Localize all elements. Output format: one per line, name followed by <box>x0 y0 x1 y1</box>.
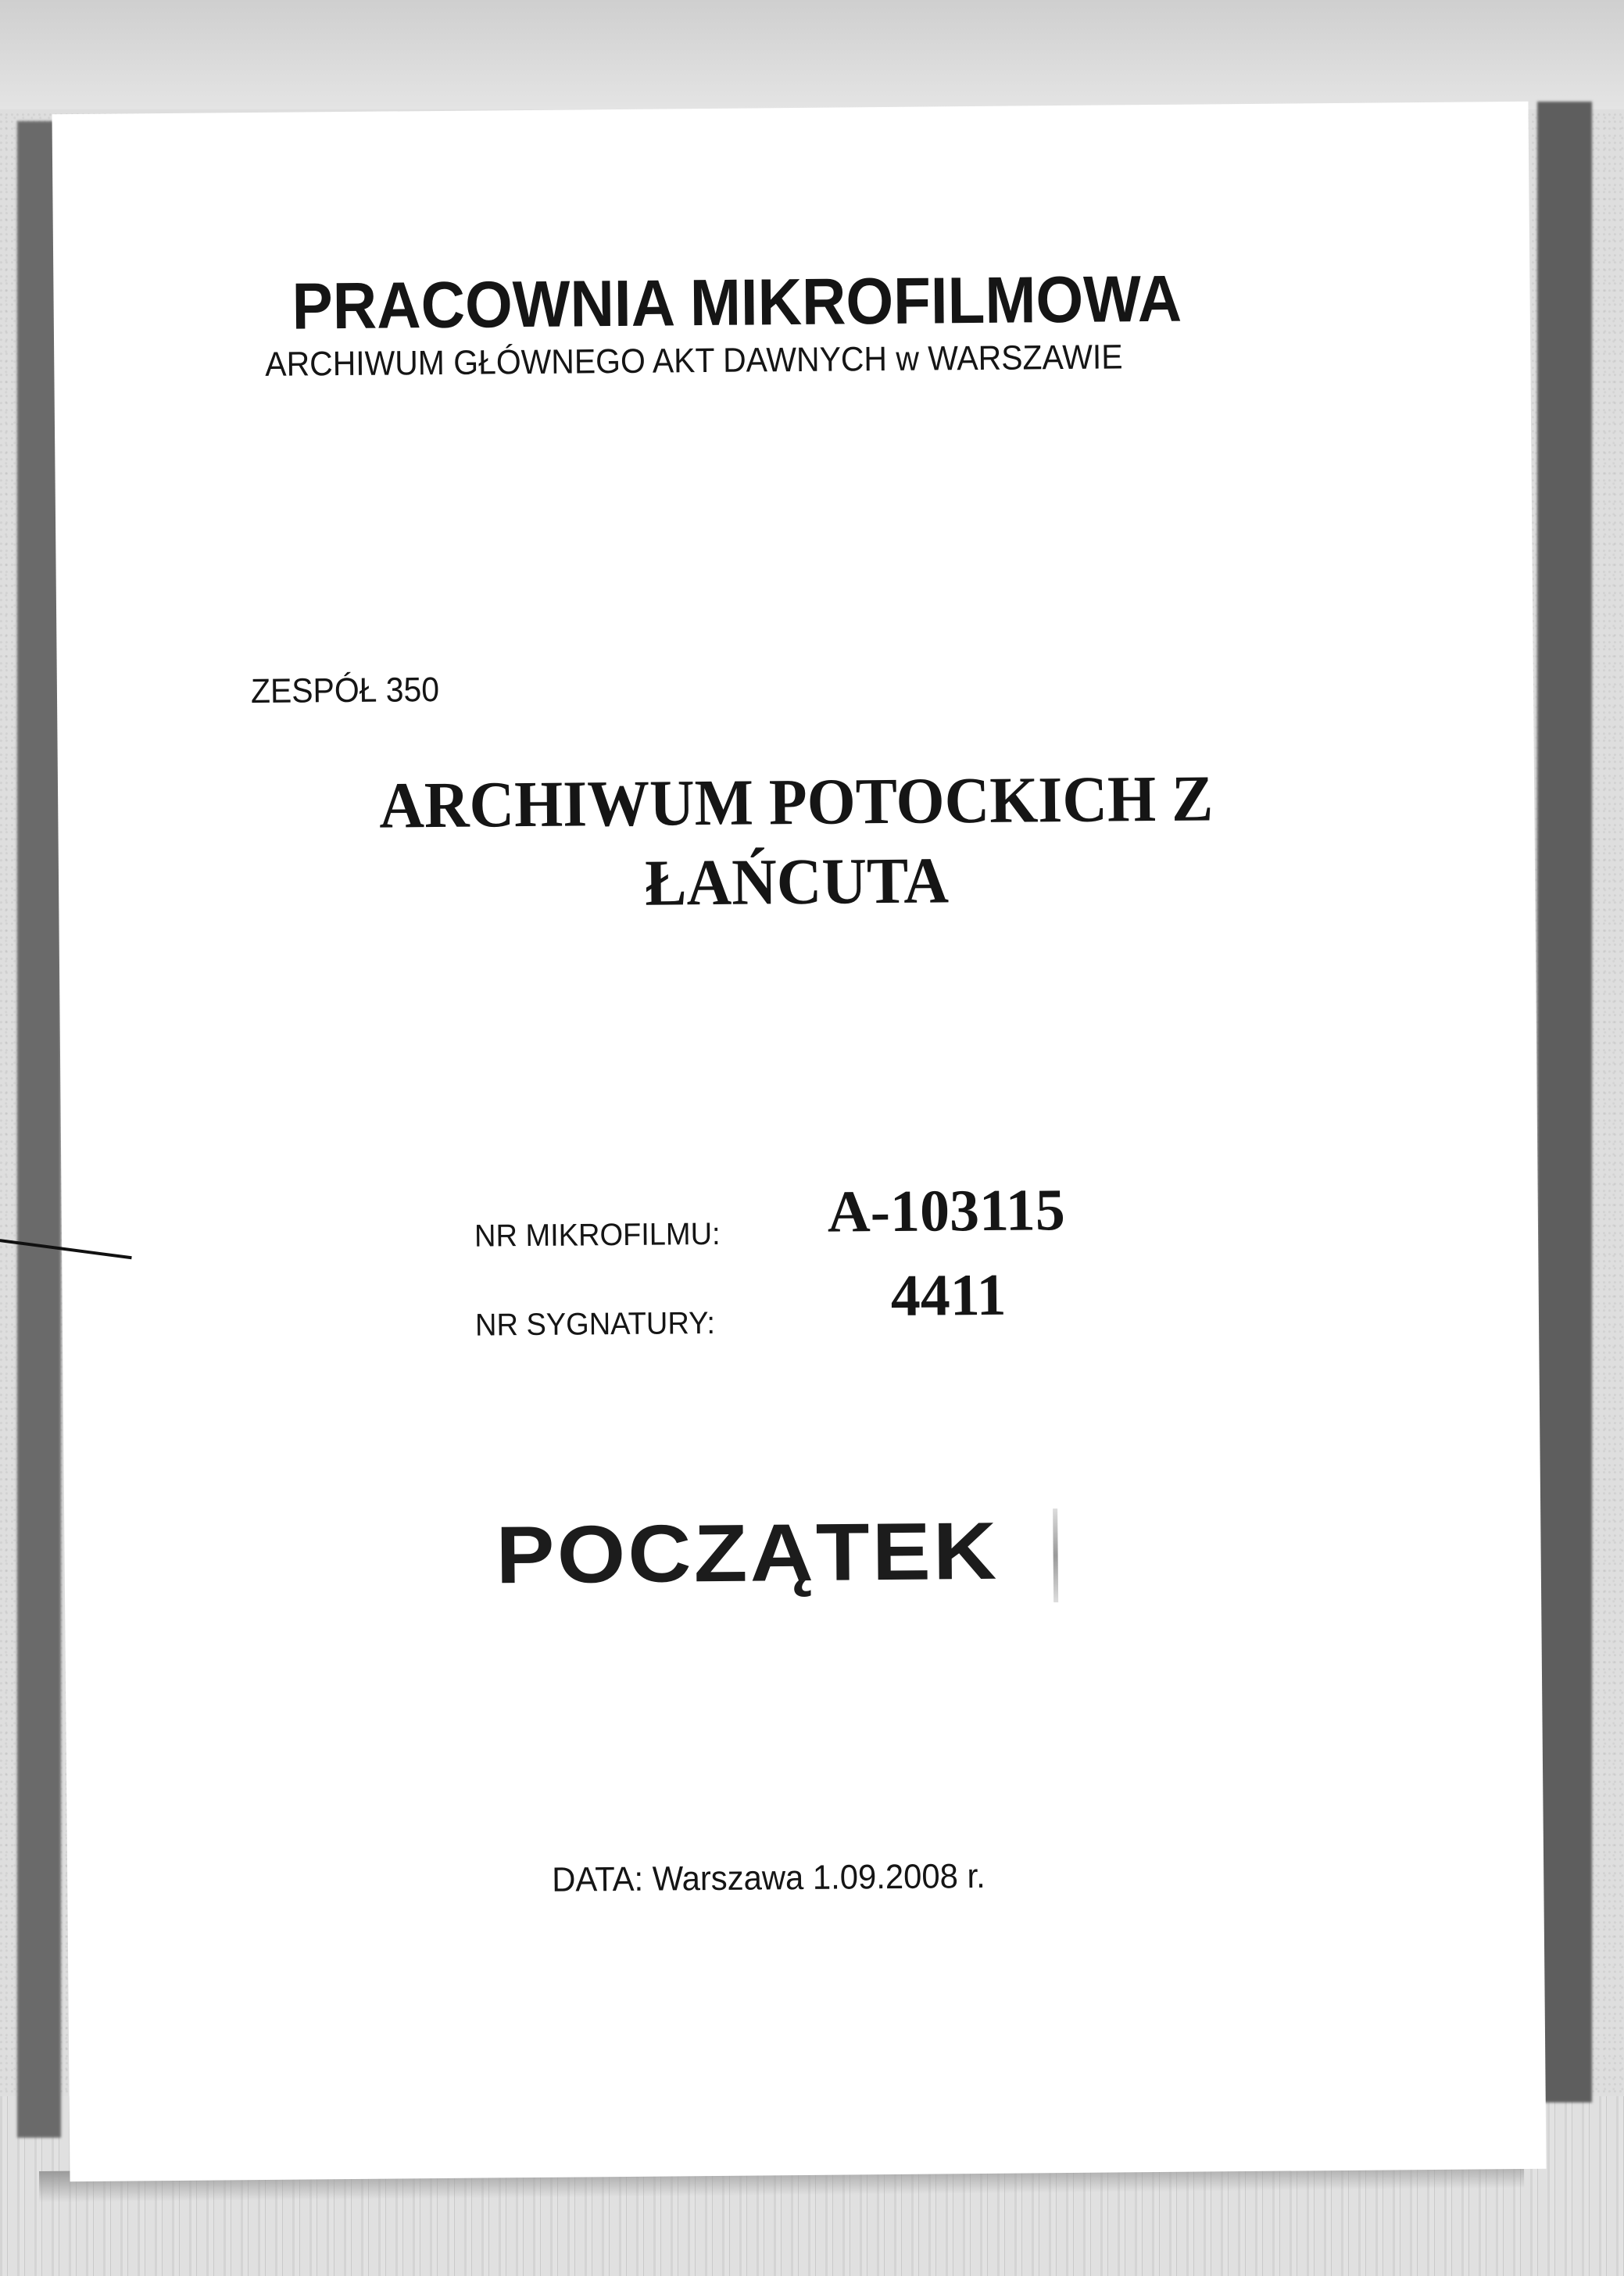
paste-edge-mark <box>1053 1508 1058 1602</box>
collection-title-line1: ARCHIWUM POTOCKICH Z <box>378 762 1214 843</box>
start-marker: POCZĄTEK <box>495 1505 1000 1601</box>
signature-number-label: NR SYGNATURY: <box>474 1305 716 1343</box>
scan-background-top <box>0 0 1624 109</box>
collection-title-line2: ŁAŃCUTA <box>644 844 950 920</box>
signature-number-value: 4411 <box>890 1261 1007 1329</box>
title-page <box>52 102 1546 2181</box>
film-edge-right <box>1537 102 1592 2102</box>
institution-title: PRACOWNIA MIKROFILMOWA <box>292 261 1182 343</box>
microfilm-number-label: NR MIKROFILMU: <box>474 1216 721 1254</box>
date-line: DATA: Warszawa 1.09.2008 r. <box>552 1856 985 1899</box>
microfilm-number-value: A-103115 <box>827 1177 1066 1245</box>
fond-label: ZESPÓŁ 350 <box>250 670 440 711</box>
institution-subtitle: ARCHIWUM GŁÓWNEGO AKT DAWNYCH w WARSZAWIE <box>265 338 1123 384</box>
